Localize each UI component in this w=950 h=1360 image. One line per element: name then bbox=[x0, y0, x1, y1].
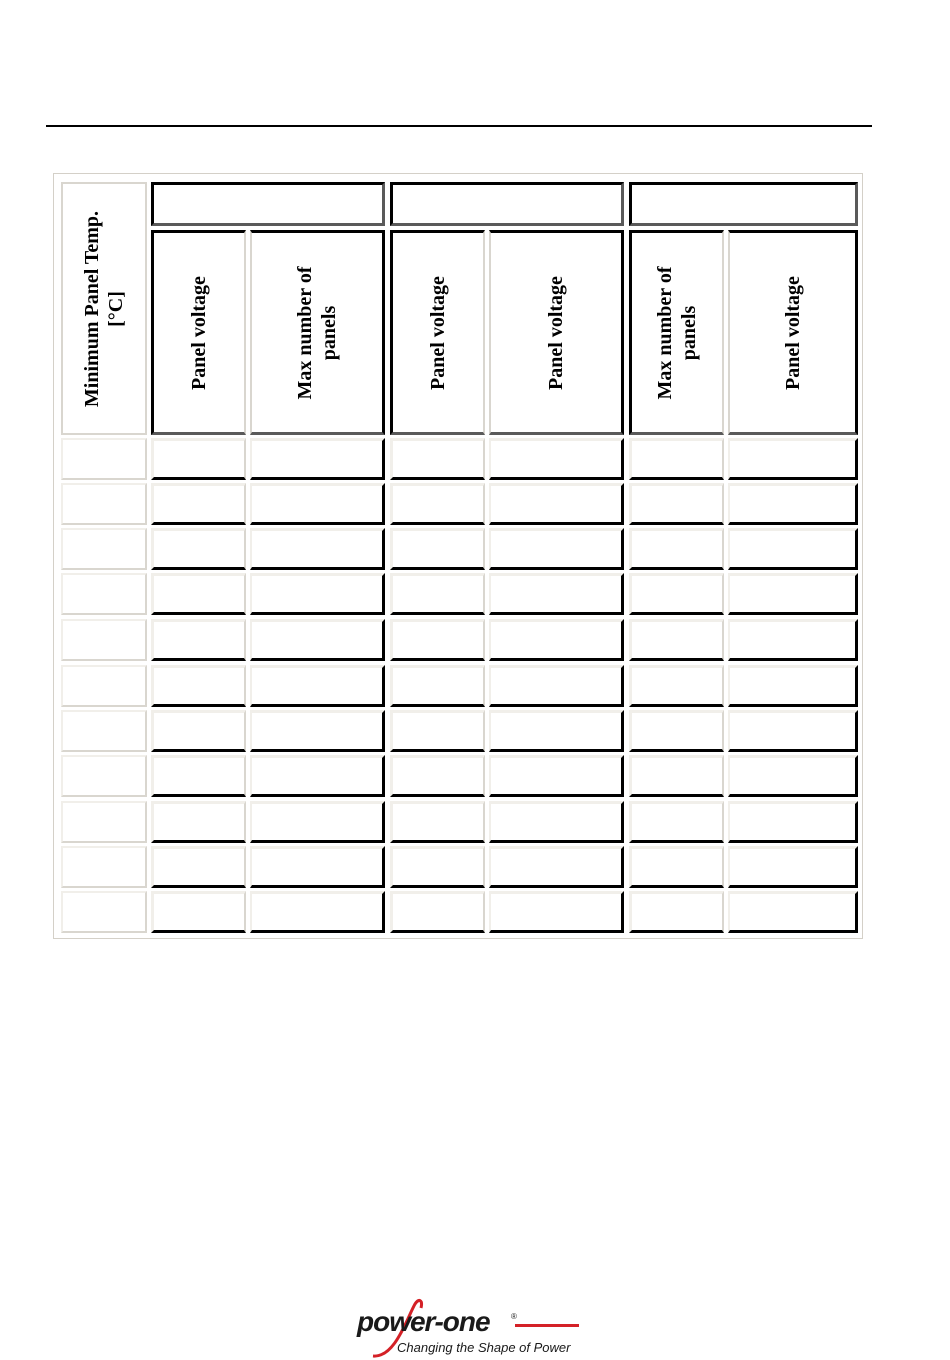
column-header-label: Panel voltage bbox=[781, 275, 804, 390]
table-cell[interactable] bbox=[250, 483, 385, 525]
table-cell[interactable] bbox=[629, 528, 724, 570]
table-cell[interactable] bbox=[390, 755, 485, 797]
table-cell[interactable] bbox=[489, 665, 624, 707]
table-cell[interactable] bbox=[151, 483, 246, 525]
column-header-cell bbox=[151, 230, 246, 435]
table-cell[interactable] bbox=[390, 891, 485, 933]
table-cell[interactable] bbox=[250, 528, 385, 570]
logo-accent-line bbox=[515, 1324, 579, 1327]
row-header-label: Minimum Panel Temp.[°C] bbox=[81, 210, 127, 407]
table-cell[interactable] bbox=[250, 619, 385, 661]
column-header-cell bbox=[390, 230, 485, 435]
table-cell[interactable] bbox=[390, 483, 485, 525]
table-cell[interactable] bbox=[61, 665, 147, 707]
table-cell[interactable] bbox=[61, 891, 147, 933]
table-cell[interactable] bbox=[250, 801, 385, 843]
table-cell[interactable] bbox=[728, 755, 858, 797]
group-header-cell bbox=[151, 182, 385, 226]
logo-registered-mark: ® bbox=[511, 1312, 517, 1321]
table-cell[interactable] bbox=[629, 846, 724, 888]
table-cell[interactable] bbox=[151, 665, 246, 707]
table-cell[interactable] bbox=[151, 619, 246, 661]
column-header-label: Max number of panels bbox=[294, 266, 340, 399]
column-header-label: Panel voltage bbox=[188, 275, 210, 390]
table-cell[interactable] bbox=[250, 891, 385, 933]
column-header-cell bbox=[250, 230, 385, 435]
table-cell[interactable] bbox=[629, 801, 724, 843]
table-cell[interactable] bbox=[61, 573, 147, 615]
logo-tagline: Changing the Shape of Power bbox=[397, 1340, 571, 1355]
table-cell[interactable] bbox=[390, 438, 485, 480]
column-header-label: Panel voltage bbox=[427, 275, 449, 390]
table-cell[interactable] bbox=[629, 483, 724, 525]
column-header-label: Panel voltage bbox=[545, 275, 567, 390]
table-cell[interactable] bbox=[489, 438, 624, 480]
table-cell[interactable] bbox=[151, 573, 246, 615]
table-cell[interactable] bbox=[151, 528, 246, 570]
table-cell[interactable] bbox=[629, 891, 724, 933]
table-cell[interactable] bbox=[489, 846, 624, 888]
table-cell[interactable] bbox=[151, 438, 246, 480]
table-cell[interactable] bbox=[390, 528, 485, 570]
table-cell[interactable] bbox=[728, 619, 858, 661]
table-cell[interactable] bbox=[390, 619, 485, 661]
row-header-cell bbox=[61, 182, 147, 435]
table-cell[interactable] bbox=[728, 891, 858, 933]
table-cell[interactable] bbox=[728, 710, 858, 752]
table-cell[interactable] bbox=[250, 573, 385, 615]
table-cell[interactable] bbox=[629, 665, 724, 707]
table-cell[interactable] bbox=[629, 755, 724, 797]
table-cell[interactable] bbox=[489, 891, 624, 933]
table-cell[interactable] bbox=[728, 438, 858, 480]
table-cell[interactable] bbox=[489, 483, 624, 525]
table-cell[interactable] bbox=[390, 846, 485, 888]
power-one-logo bbox=[355, 1298, 579, 1360]
table-cell[interactable] bbox=[250, 710, 385, 752]
table-cell[interactable] bbox=[390, 665, 485, 707]
table-cell[interactable] bbox=[61, 483, 147, 525]
column-header-cell bbox=[489, 230, 624, 435]
group-header-cell bbox=[390, 182, 624, 226]
table-cell[interactable] bbox=[390, 573, 485, 615]
table-cell[interactable] bbox=[61, 710, 147, 752]
header-rule bbox=[46, 125, 872, 127]
table-cell[interactable] bbox=[61, 438, 147, 480]
table-cell[interactable] bbox=[151, 710, 246, 752]
panel-table bbox=[53, 173, 863, 939]
table-cell[interactable] bbox=[390, 710, 485, 752]
table-cell[interactable] bbox=[728, 573, 858, 615]
table-cell[interactable] bbox=[489, 755, 624, 797]
table-cell[interactable] bbox=[61, 801, 147, 843]
column-header-label: Max number of panels bbox=[654, 266, 700, 399]
table-cell[interactable] bbox=[489, 619, 624, 661]
table-cell[interactable] bbox=[151, 891, 246, 933]
column-header-cell bbox=[728, 230, 858, 435]
table-cell[interactable] bbox=[489, 801, 624, 843]
group-header-cell bbox=[629, 182, 858, 226]
table-cell[interactable] bbox=[629, 438, 724, 480]
table-cell[interactable] bbox=[250, 665, 385, 707]
table-cell[interactable] bbox=[728, 483, 858, 525]
table-cell[interactable] bbox=[390, 801, 485, 843]
table-cell[interactable] bbox=[489, 710, 624, 752]
table-cell[interactable] bbox=[250, 438, 385, 480]
table-cell[interactable] bbox=[61, 846, 147, 888]
column-header-cell bbox=[629, 230, 724, 435]
table-cell[interactable] bbox=[61, 755, 147, 797]
table-cell[interactable] bbox=[61, 619, 147, 661]
logo-wordmark: power-one bbox=[357, 1306, 490, 1337]
table-cell[interactable] bbox=[728, 801, 858, 843]
table-cell[interactable] bbox=[61, 528, 147, 570]
table-cell[interactable] bbox=[489, 528, 624, 570]
table-cell[interactable] bbox=[728, 665, 858, 707]
table-cell[interactable] bbox=[151, 801, 246, 843]
table-cell[interactable] bbox=[629, 710, 724, 752]
table-cell[interactable] bbox=[728, 528, 858, 570]
table-cell[interactable] bbox=[728, 846, 858, 888]
table-cell[interactable] bbox=[151, 755, 246, 797]
table-cell[interactable] bbox=[489, 573, 624, 615]
table-cell[interactable] bbox=[151, 846, 246, 888]
table-cell[interactable] bbox=[629, 573, 724, 615]
table-cell[interactable] bbox=[629, 619, 724, 661]
table-cell[interactable] bbox=[250, 755, 385, 797]
table-cell[interactable] bbox=[250, 846, 385, 888]
